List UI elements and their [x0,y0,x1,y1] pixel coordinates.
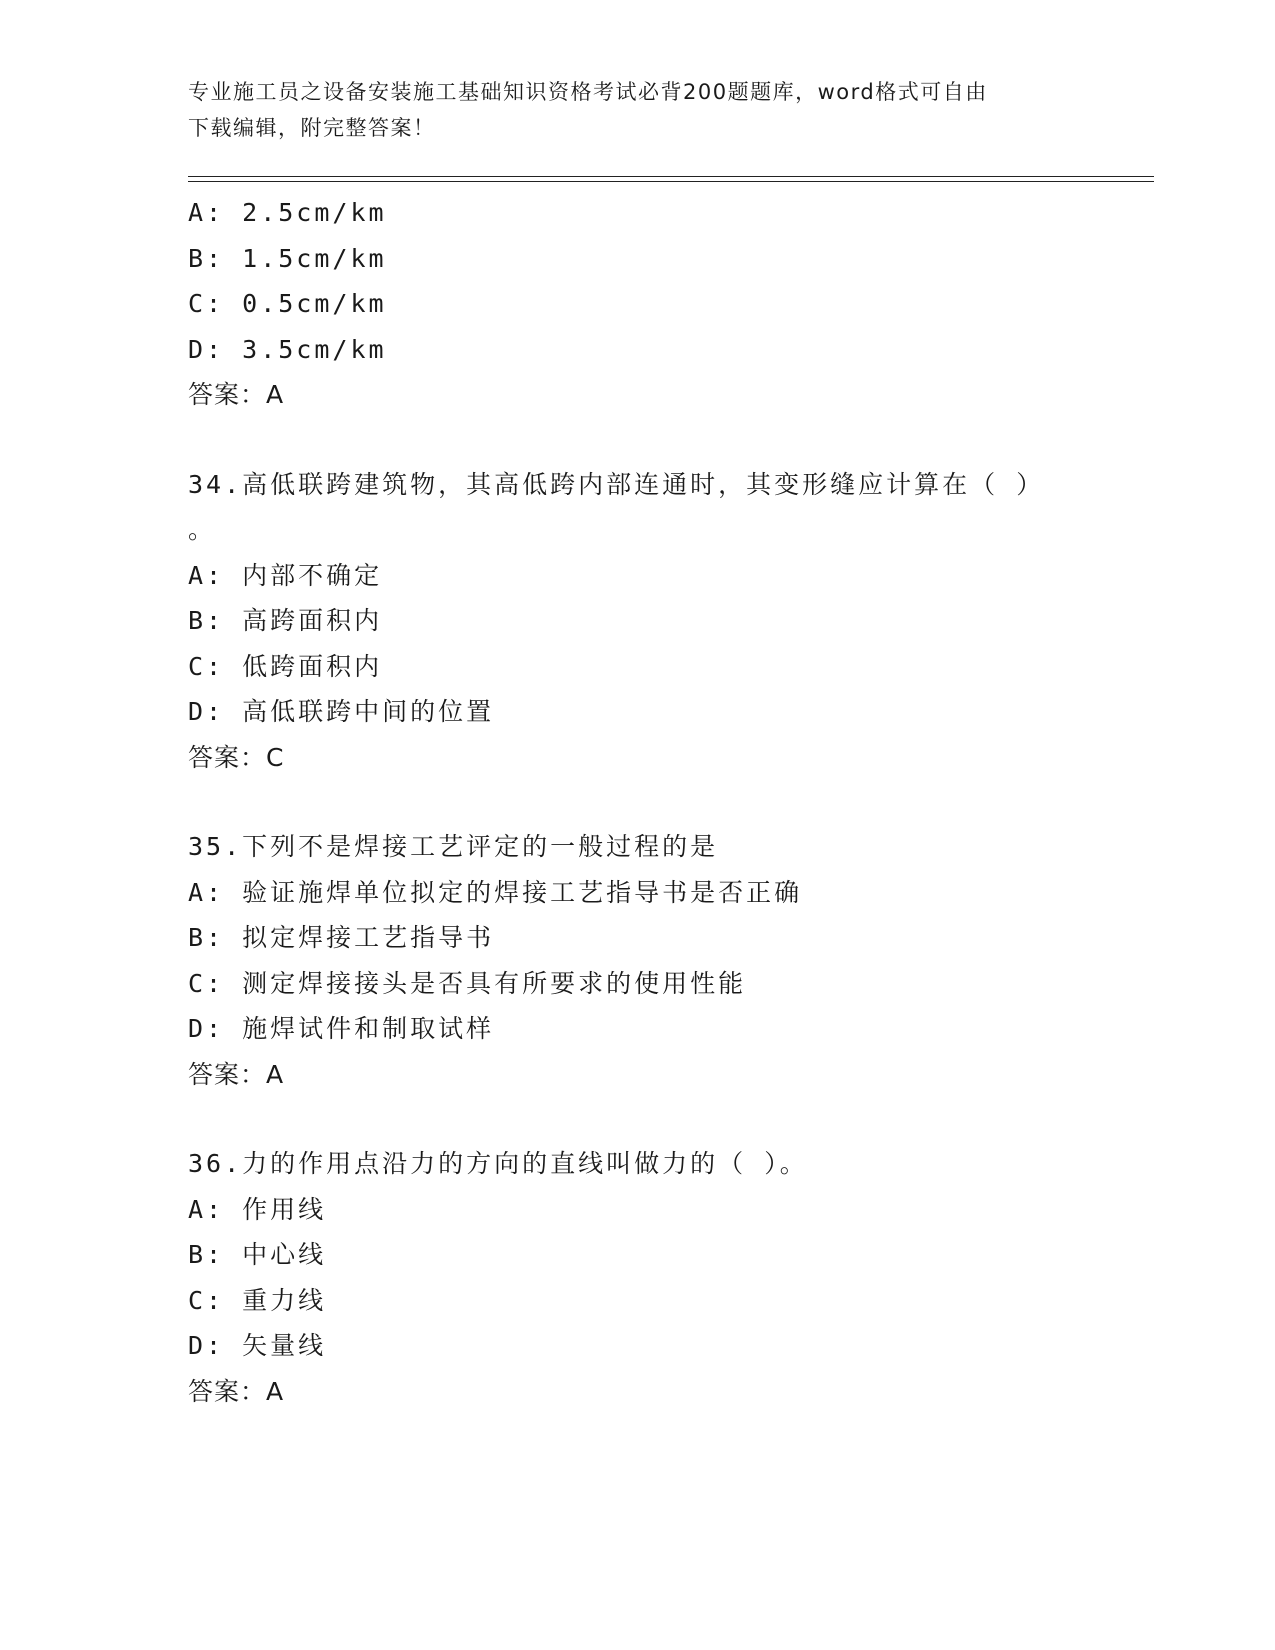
question-36 [188,1141,1088,1414]
option-a: A: 作用线 [188,1194,327,1224]
answer-line: 答案：C [188,742,285,772]
question-34 [188,462,1088,781]
option-c: C: 0.5cm/km [188,289,387,318]
option-d: D: 矢量线 [188,1331,327,1360]
option-d: D: 施焊试件和制取试样 [188,1014,495,1043]
answer-line: 答案：A [188,1059,285,1089]
question-stem: 35.下列不是焊接工艺评定的一般过程的是 [188,832,719,861]
header-line-2: 下载编辑，附完整答案！ [188,116,436,140]
option-c: C: 重力线 [188,1285,327,1315]
option-a: A: 内部不确定 [188,560,383,590]
header-line-1: 专业施工员之设备安装施工基础知识资格考试必背200题题库，word格式可自由 [188,80,988,104]
option-b: B: 1.5cm/km [188,243,387,273]
header-divider-bottom [188,181,1154,182]
question-35 [188,824,1088,1097]
question-stem-line-2: 。 [188,515,217,544]
option-c: C: 低跨面积内 [188,651,383,681]
question-stem-line-1: 34.高低联跨建筑物，其高低跨内部连通时，其变形缝应计算在（ ） [188,469,1045,499]
option-d: D: 高低联跨中间的位置 [188,697,495,726]
option-b: B: 拟定焊接工艺指导书 [188,923,495,952]
question-list [188,190,1088,1414]
option-c: C: 测定焊接接头是否具有所要求的使用性能 [188,968,747,998]
option-b: B: 中心线 [188,1240,327,1269]
document-header [188,74,1088,146]
option-a: A: 2.5cm/km [188,198,387,227]
option-b: B: 高跨面积内 [188,606,383,635]
question-stem: 36.力的作用点沿力的方向的直线叫做力的（ ）。 [188,1149,808,1178]
option-a: A: 验证施焊单位拟定的焊接工艺指导书是否正确 [188,877,803,907]
answer-line: 答案：A [188,1376,285,1406]
header-divider-top [188,176,1154,177]
question-33 [188,190,1088,418]
option-d: D: 3.5cm/km [188,334,387,364]
answer-line: 答案：A [188,380,285,409]
